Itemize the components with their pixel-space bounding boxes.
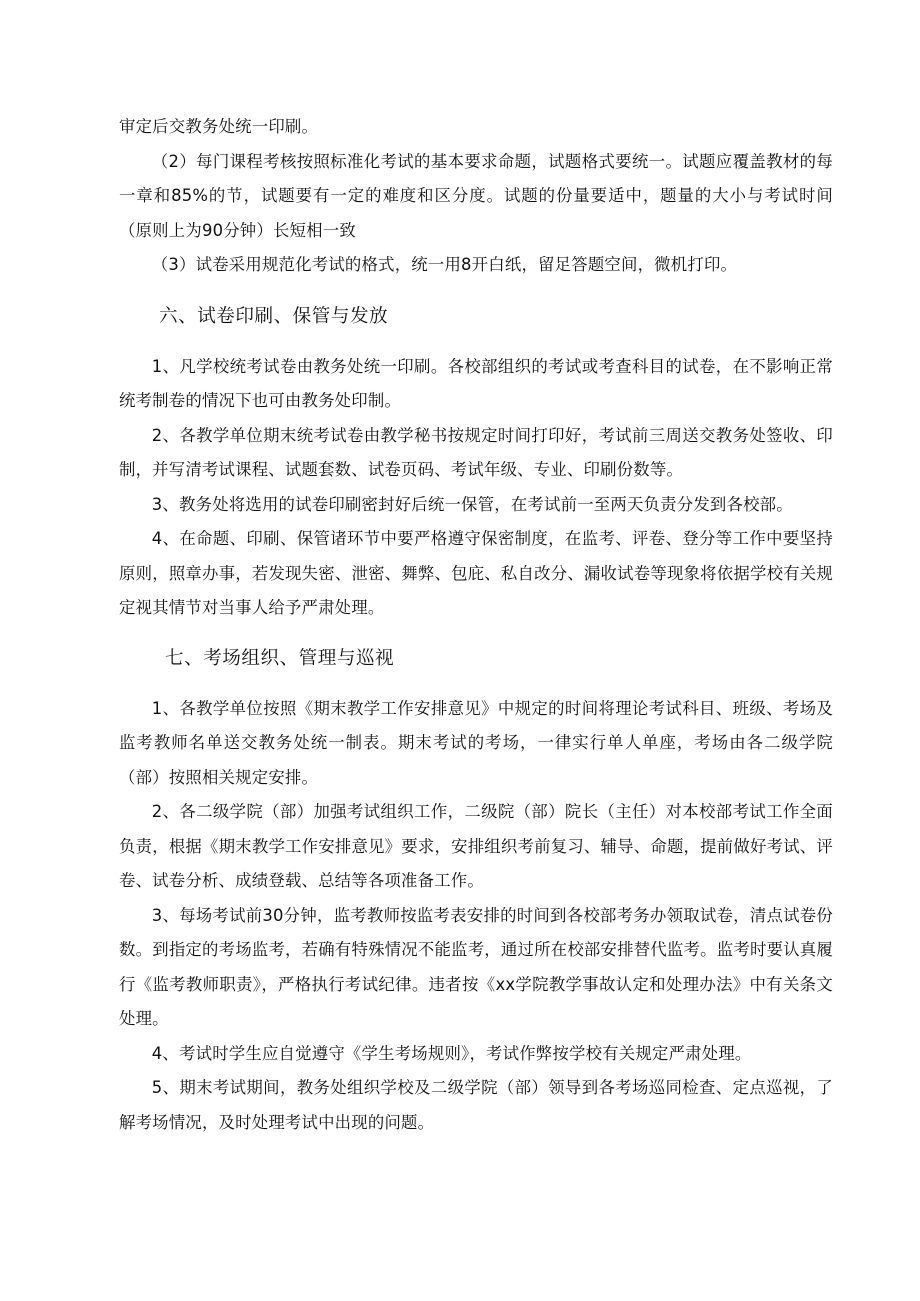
section-7-paragraph-1: 1、各教学单位按照《期末教学工作安排意见》中规定的时间将理论考试科目、班级、考场及监考教师名单送交教务处统一制表。期末考试的考场，一律实行单人单座，考场由各二级学院（部）按照相关规定安排。 xyxy=(119,698,833,787)
section-7-paragraph-5: 5、期末考试期间，教务处组织学校及二级学院（部）领导到各考场巡同检查、定点巡视，了解考场情况，及时处理考试中出现的问题。 xyxy=(119,1078,833,1132)
section-6-paragraph-2: 2、各教学单位期末统考试卷由教学秘书按规定时间打印好，考试前三周送交教务处签收、印制，并写清考试课程、试题套数、试卷页码、考试年级、专业、印刷份数等。 xyxy=(119,425,833,479)
section-7-paragraph-2: 2、各二级学院（部）加强考试组织工作，二级院（部）院长（主任）对本校部考试工作全面负责，根据《期末教学工作安排意见》要求，安排组织考前复习、辅导、命题，提前做好考试、评卷、试卷分析、成绩登载、总结等各项准备工作。 xyxy=(119,802,833,890)
section-6-paragraph-4: 4、在命题、印刷、保管诸环节中要严格遵守保密制度，在监考、评卷、登分等工作中要坚持原则，照章办事，若发现失密、泄密、舞弊、包庇、私自改分、漏收试卷等现象将依据学校有关规定视其情节对当事人给予严肃处理。 xyxy=(119,529,833,617)
section-7-heading: 七、考场组织、管理与巡视 xyxy=(165,647,395,669)
document-body xyxy=(119,110,833,1140)
item-2-paragraph: （2）每门课程考核按照标准化考试的基本要求命题，试题格式要统一。试题应覆盖教材的每一章和85%的节，试题要有一定的难度和区分度。试题的份量要适中，题量的大小与考试时间（原则上为90分钟）长短相一致 xyxy=(119,151,833,240)
section-6-paragraph-1: 1、凡学校统考试卷由教务处统一印刷。各校部组织的考试或考查科目的试卷，在不影响正常统考制卷的情况下也可由教务处印制。 xyxy=(119,356,833,410)
section-6-heading: 六、试卷印刷、保管与发放 xyxy=(159,305,389,327)
section-6-paragraph-3: 3、教务处将选用的试卷印刷密封好后统一保管，在考试前一至两天负责分发到各校部。 xyxy=(151,494,793,514)
lead-fragment: 审定后交教务处统一印刷。 xyxy=(119,117,319,136)
item-3-paragraph: （3）试卷采用规范化考试的格式，统一用8开白纸，留足答题空间，微机打印。 xyxy=(151,255,738,274)
section-7-paragraph-4: 4、考试时学生应自觉遵守《学生考场规则》，考试作弊按学校有关规定严肃处理。 xyxy=(151,1043,752,1063)
section-7-paragraph-3: 3、每场考试前30分钟，监考教师按监考表安排的时间到各校部考务办领取试卷，清点试卷份数。到指定的考场监考，若确有特殊情况不能监考，通过所在校部安排替代监考。监考时要认真履行《监考教师职责》，严格执行考试纪律。违者按《xx学院教学事故认定和处理办法》中有关条文处理。 xyxy=(119,905,833,1028)
